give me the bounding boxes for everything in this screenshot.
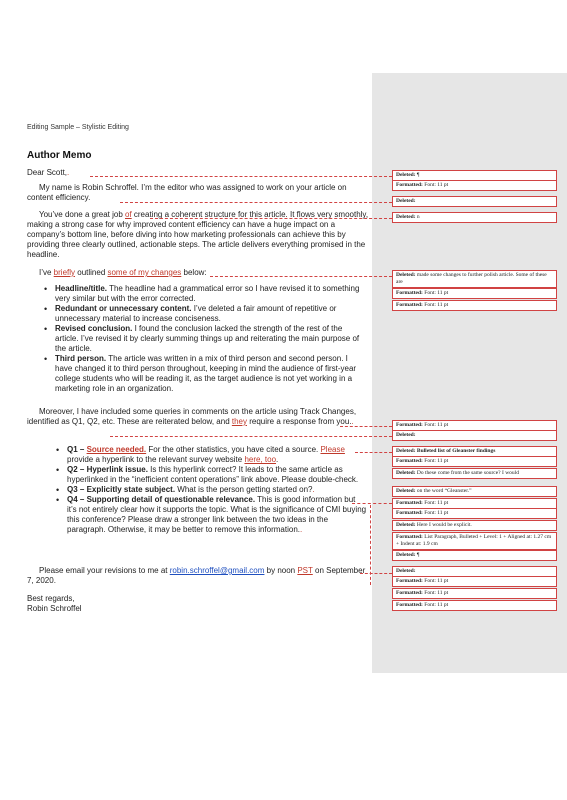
tracked-change[interactable]: PST — [297, 566, 313, 575]
paragraph-praise: You’ve done a great job of creating a coherent structure for this article. It flows very smoothly, making a strong case for why improved content efficiency can have a huge impact on a company’s bottom line, before diving into how marketing professionals can achieve this by providing three clearly outlined, actionable steps. The article delivers everything promised in the headline. — [27, 210, 369, 259]
comment-connector — [340, 426, 392, 427]
paragraph-email: Please email your revisions to me at robin.schroffel@gmail.com by noon PST on September 7, 2020. — [27, 566, 366, 585]
comment-balloon[interactable]: Formatted: Font: 11 pt — [392, 600, 557, 611]
comment-balloon[interactable]: Formatted: Font: 11 pt — [392, 300, 557, 311]
comment-balloon[interactable]: Formatted: Font: 11 pt — [392, 420, 557, 431]
comment-balloon[interactable]: Formatted: Font: 11 pt — [392, 288, 557, 299]
changes-list — [35, 284, 367, 394]
comment-balloon[interactable]: Formatted: Font: 11 pt — [392, 576, 557, 587]
list-item: • Q4 – Supporting detail of questionable relevance. This is good information but it’s not entirely clear how it supports the topic. What is the significance of CMI buying this conference? Please draw a stronger link between the two ideas in the paragraph. Otherwise, it may be better to remove this information.. — [67, 495, 367, 535]
comment-balloon[interactable]: Deleted: on the word “Gleanster.” — [392, 486, 557, 497]
comment-connector — [352, 503, 392, 504]
comment-balloon[interactable]: Formatted: Font: 11 pt — [392, 180, 557, 191]
list-item: • Q1 – Source needed. For the other statistics, you have cited a source. Please provide a hyperlink to the relevant survey website here, too. — [67, 445, 367, 465]
comment-balloon[interactable]: Deleted: — [392, 196, 557, 207]
paragraph-changes-lead: I’ve briefly outlined some of my changes below: — [39, 268, 207, 277]
comment-balloon[interactable]: Deleted: n — [392, 212, 557, 223]
comment-connector — [120, 202, 392, 203]
comment-balloon[interactable]: Deleted: — [392, 430, 557, 441]
salutation: Dear Scott,. — [27, 168, 70, 177]
comment-balloon[interactable]: Formatted: Font: 11 pt — [392, 456, 557, 467]
comment-connector — [370, 505, 371, 585]
comment-balloon[interactable]: Deleted: ¶ — [392, 550, 557, 561]
queries-list — [47, 445, 367, 535]
comment-connector — [110, 436, 392, 437]
tracked-change[interactable]: here, too — [244, 455, 277, 464]
comment-balloon[interactable]: Deleted: Bulleted list of Gleanster findings — [392, 446, 557, 457]
comment-balloon[interactable]: Deleted: ¶ — [392, 170, 557, 181]
comment-connector — [150, 218, 392, 219]
list-item: • Revised conclusion. I found the conclusion lacked the strength of the rest of the article. I’ve revised it by clearly summing things up and reiterating the main purpose of the article. — [55, 324, 367, 354]
list-item: • Third person. The article was written in a mix of third person and second person. I have changed it to third person throughout, keeping in mind the audience of first-year college students who will be reading it, as the target audience is not yet working in a marketing role in an organization. — [55, 354, 367, 394]
comment-balloon[interactable]: Formatted: List Paragraph, Bulleted + Level: 1 + Aligned at: 1.27 cm + Indent at: 1.9 cm — [392, 532, 557, 550]
tracked-change[interactable]: they — [231, 417, 247, 426]
tracked-change[interactable]: Please — [320, 445, 345, 454]
tracked-change[interactable]: briefly — [53, 268, 76, 277]
comment-connector — [355, 452, 392, 453]
memo-title: Author Memo — [27, 150, 92, 161]
list-item: • Headline/title. The headline had a grammatical error so I have revised it to something very similar but with the error corrected. — [55, 284, 367, 304]
tracked-change[interactable]: some of my changes — [107, 268, 182, 277]
closing: Best regards, Robin Schroffel — [27, 594, 372, 614]
comment-balloon[interactable]: Formatted: Font: 11 pt — [392, 508, 557, 519]
comment-connector — [210, 276, 392, 277]
comment-balloon[interactable]: Formatted: Font: 11 pt — [392, 588, 557, 599]
list-item: • Q2 – Hyperlink issue. Is this hyperlink correct? It leads to the same article as hyperlinked in the “inefficient content operations” link above. Please double-check. — [67, 465, 367, 485]
comment-balloon[interactable]: Deleted: made some changes to further polish article. Some of these are — [392, 270, 557, 288]
signature: Robin Schroffel — [27, 604, 82, 613]
page-header: Editing Sample – Stylistic Editing — [27, 124, 129, 131]
email-link[interactable]: robin.schroffel@gmail.com — [169, 566, 265, 575]
paragraph-intro: My name is Robin Schroffel. I’m the editor who was assigned to work on your article on content efficiency. — [27, 183, 347, 202]
comment-balloon[interactable]: Deleted: Do these come from the same source? I would — [392, 468, 557, 479]
comment-connector — [90, 176, 392, 177]
comment-balloon[interactable]: Deleted: — [392, 566, 557, 577]
list-item: • Q3 – Explicitly state subject. What is the person getting started on?. — [67, 485, 367, 495]
list-item: • Redundant or unnecessary content. I’ve deleted a fair amount of repetitive or unnecessary material to increase conciseness. — [55, 304, 367, 324]
tracked-change[interactable]: of — [125, 210, 132, 219]
comment-balloon[interactable]: Deleted: Here I would be explicit. — [392, 520, 557, 531]
comment-balloon[interactable]: Formatted: Font: 11 pt — [392, 498, 557, 509]
comment-connector — [360, 573, 392, 574]
paragraph-queries-lead: Moreover, I have included some queries in comments on the article using Track Changes, identified as Q1, Q2, etc. These are reiterated below, and they require a response from you.. — [27, 407, 357, 426]
tracked-change[interactable]: Source needed. — [86, 445, 147, 454]
